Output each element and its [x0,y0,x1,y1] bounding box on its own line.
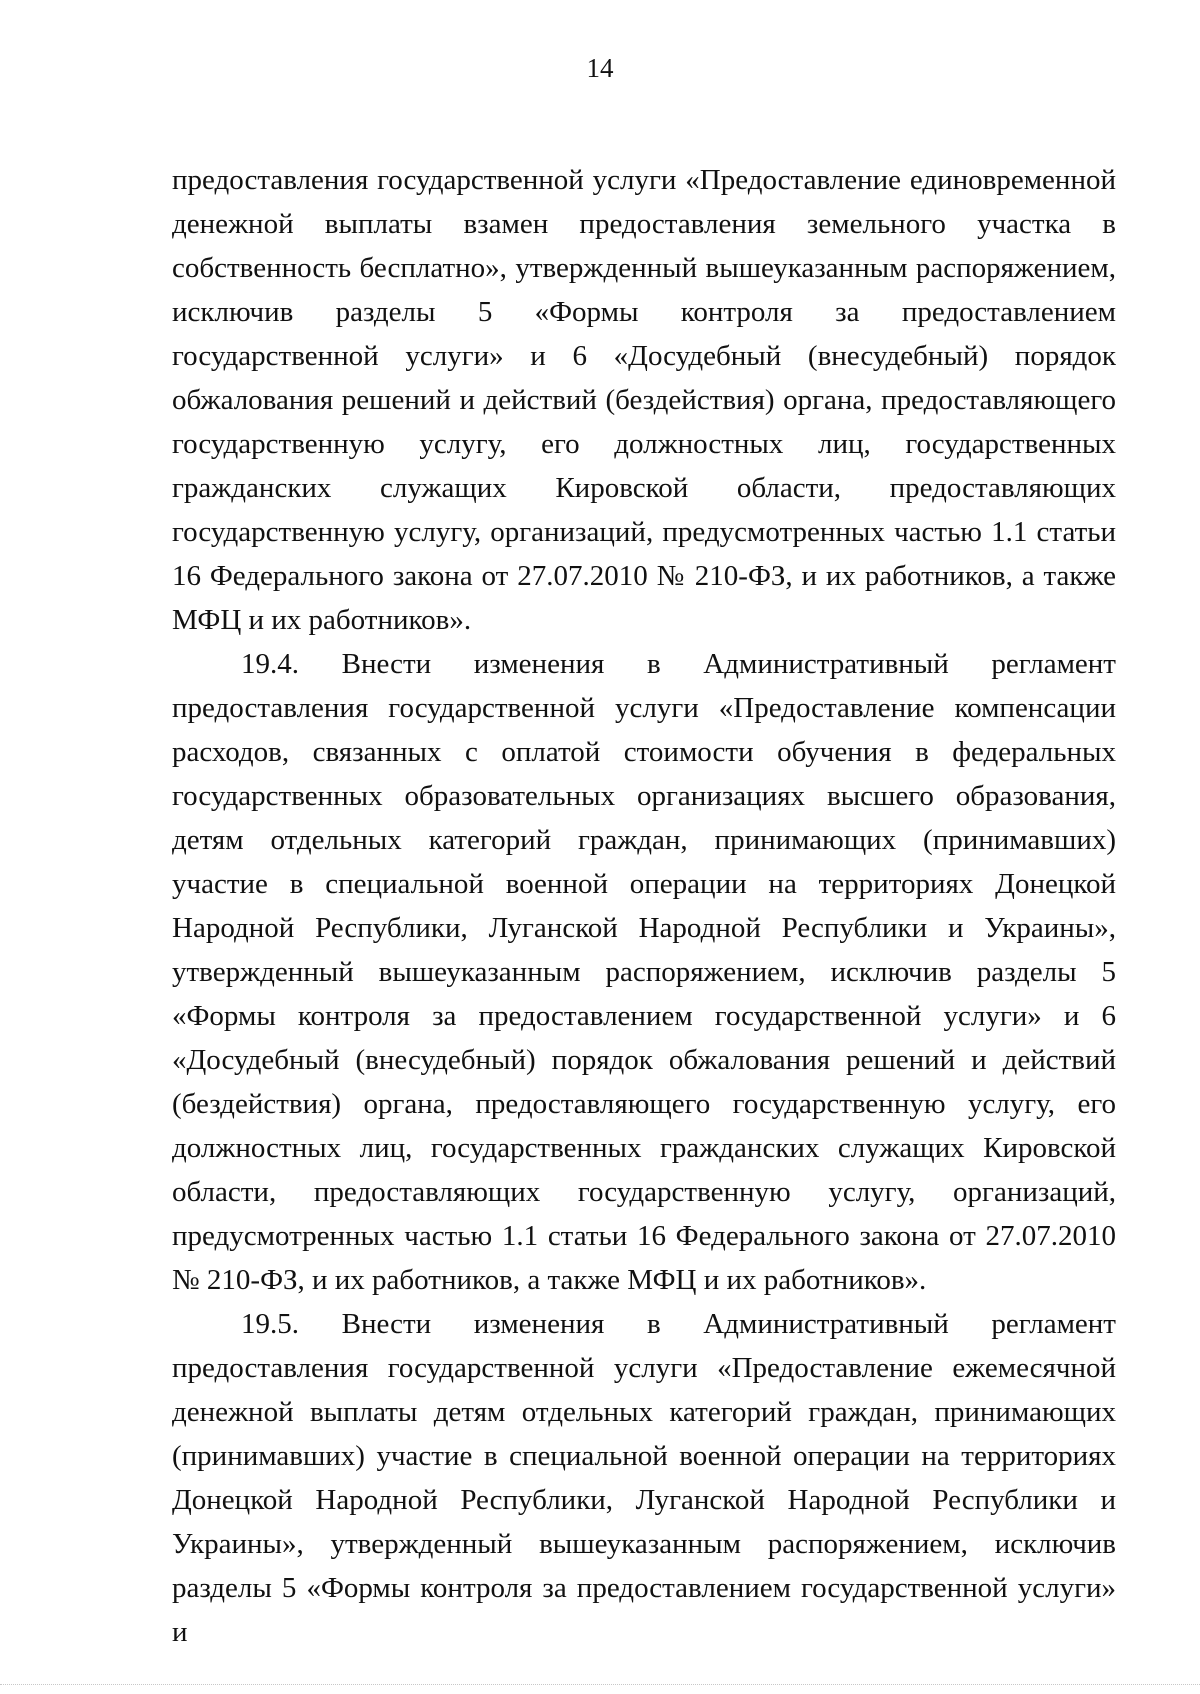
paragraph-19-4: 19.4. Внести изменения в Административный регламент предоставления государственной услуги «Предоставление компенсации расходов, связанных с оплатой стоимости обучения в федеральных государственных образовательных организациях высшего образования, детям отдельных категорий граждан, принимающих (принимавших) участие в специальной военной операции на территориях Донецкой Народной Республики, Луганской Народной Республики и Украины», утвержденный вышеуказанным распоряжением, исключив разделы 5 «Формы контроля за предоставлением государственной услуги» и 6 «Досудебный (внесудебный) порядок обжалования решений и действий (бездействия) органа, предоставляющего государственную услугу, его должностных лиц, государственных гражданских служащих Кировской области, предоставляющих государственную услугу, организаций, предусмотренных частью 1.1 статьи 16 Федерального закона от 27.07.2010 № 210-ФЗ, и их работников, а также МФЦ и их работников». [172,648,1116,1296]
paragraph-continuation: предоставления государственной услуги «Предоставление единовременной денежной выплаты взамен предоставления земельного участка в собственность бесплатно», утвержденный вышеуказанным распоряжением, исключив разделы 5 «Формы контроля за предоставлением государственной услуги» и 6 «Досудебный (внесудебный) порядок обжалования решений и действий (бездействия) органа, предоставляющего государственную услугу, его должностных лиц, государственных гражданских служащих Кировской области, предоставляющих государственную услугу, организаций, предусмотренных частью 1.1 статьи 16 Федерального закона от 27.07.2010 № 210-ФЗ, и их работников, а также МФЦ и их работников». [172,164,1116,636]
scan-edge-line [0,1684,1200,1687]
document-body [172,158,1116,1654]
page-number: 14 [586,53,614,83]
paragraph-19-5: 19.5. Внести изменения в Административный регламент предоставления государственной услуги «Предоставление ежемесячной денежной выплаты детям отдельных категорий граждан, принимающих (принимавших) участие в специальной военной операции на территориях Донецкой Народной Республики, Луганской Народной Республики и Украины», утвержденный вышеуказанным распоряжением, исключив разделы 5 «Формы контроля за предоставлением государственной услуги» и [172,1308,1116,1648]
